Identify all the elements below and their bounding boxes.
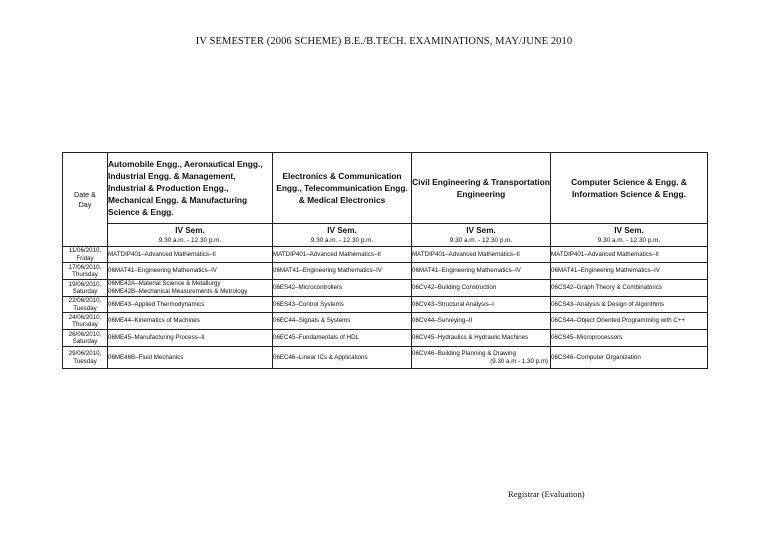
paper-name: 06ES42–Microcontrollers <box>273 284 343 291</box>
exam-row <box>63 313 708 330</box>
paper-name: 06MAT41–Engineering Mathematics–IV <box>412 267 521 274</box>
date-header-line: Date & <box>74 189 96 199</box>
paper-cell <box>412 313 551 330</box>
exam-date-cell <box>63 297 108 313</box>
paper-cell <box>273 347 412 369</box>
exam-row <box>63 280 708 297</box>
paper-cell <box>108 297 273 313</box>
department-header: Computer Science & Engg. & Information Science & Engg. <box>551 153 708 224</box>
exam-time: 9.30 a.m. - 12.30 p.m. <box>310 236 374 244</box>
semester-cell <box>273 224 412 247</box>
semester-label: IV Sem. <box>327 225 357 235</box>
exam-time: 9.30 a.m. - 12.30 p.m. <box>449 236 513 244</box>
paper-cell <box>108 263 273 280</box>
exam-day: Friday <box>76 254 94 262</box>
paper-name: MATDIP401–Advanced Mathematics–II <box>412 250 520 258</box>
document-title: IV SEMESTER (2006 SCHEME) B.E./B.TECH. EXAMINATIONS, MAY/JUNE 2010 <box>195 36 573 47</box>
paper-name: 06CV43–Structural Analysis–I <box>412 300 494 308</box>
paper-name: 06ME43–Applied Thermodynamics <box>108 300 205 308</box>
exam-day: Tuesday <box>73 357 97 365</box>
paper-cell <box>412 263 551 280</box>
paper-name: MATDIP401–Advanced Mathematics–II <box>551 250 659 258</box>
paper-cell <box>273 247 412 263</box>
paper-name: MATDIP401–Advanced Mathematics–II <box>273 250 381 258</box>
paper-cell <box>108 313 273 330</box>
paper-name: 06MAT41–Engineering Mathematics–IV <box>108 267 217 274</box>
exam-day: Thursday <box>72 271 98 278</box>
paper-cell <box>551 280 708 297</box>
date-day-header <box>63 153 108 247</box>
exam-row <box>63 247 708 263</box>
exam-day: Saturday <box>72 288 98 295</box>
exam-day: Tuesday <box>73 304 97 312</box>
paper-cell <box>412 247 551 263</box>
paper-name: 06ES43–Control Systems <box>273 300 344 308</box>
paper-name: 06ME46B–Fluid Mechanics <box>108 353 184 361</box>
timetable-body <box>63 247 708 369</box>
semester-row <box>63 224 708 247</box>
paper-name: 06MAT41–Engineering Mathematics–IV <box>273 267 382 274</box>
semester-label: IV Sem. <box>175 225 205 235</box>
exam-date: 22/06/2010, <box>68 297 102 304</box>
semester-label: IV Sem. <box>466 225 496 235</box>
exam-timetable <box>62 152 708 369</box>
semester-cell <box>108 224 273 247</box>
paper-cell <box>412 330 551 347</box>
paper-cell <box>551 297 708 313</box>
paper-cell <box>551 247 708 263</box>
exam-date-cell <box>63 330 108 347</box>
exam-date: 17/06/2010, <box>68 263 102 271</box>
exam-time: 9.30 a.m. - 12.30 p.m. <box>597 236 661 244</box>
paper-name: 06ME45–Manufacturing Process–II <box>108 334 205 341</box>
department-header-row <box>63 153 708 224</box>
paper-cell <box>412 347 551 369</box>
paper-name: 06CS45–Microprocessors <box>551 334 623 341</box>
exam-row <box>63 297 708 313</box>
semester-cell <box>551 224 708 247</box>
paper-name: 06CV45–Hydraulics & Hydraulic Machines <box>412 334 529 341</box>
department-header: Electronics & Communication Engg., Telecommunication Engg. & Medical Electronics <box>273 153 412 224</box>
paper-cell <box>273 330 412 347</box>
exam-date: 29/06/2010, <box>68 350 102 357</box>
paper-cell <box>273 280 412 297</box>
paper-name: 06ME42A–Material Science & Metallurgy <box>108 280 221 287</box>
exam-date-cell <box>63 347 108 369</box>
paper-cell <box>273 313 412 330</box>
paper-name: 06EC45–Fundamentals of HDL <box>273 334 359 341</box>
exam-date: 26/06/2010, <box>68 330 102 338</box>
exam-day: Thursday <box>72 321 98 328</box>
exam-date-cell <box>63 280 108 297</box>
exam-row <box>63 330 708 347</box>
exam-date: 24/06/2010, <box>68 313 102 321</box>
paper-cell <box>273 263 412 280</box>
paper-cell <box>551 347 708 369</box>
exam-day: Saturday <box>72 338 98 345</box>
paper-cell <box>551 263 708 280</box>
department-header: Automobile Engg., Aeronautical Engg., Industrial Engg. & Management, Industrial & Production Engg., Mechanical Engg. & Manufacturing Science & Engg. <box>108 153 273 224</box>
department-header: Civil Engineering & Transportation Engineering <box>412 153 551 224</box>
exam-row <box>63 263 708 280</box>
registrar-signature-label: Registrar (Evaluation) <box>508 489 585 499</box>
paper-name: 06MAT41–Engineering Mathematics–IV <box>551 267 660 274</box>
paper-note: 06ME42B–Mechanical Measurements & Metrology <box>108 288 248 295</box>
paper-name: 06CV46–Building Planning & Drawing <box>412 349 516 357</box>
exam-date: 19/06/2010, <box>68 280 102 288</box>
paper-name: 06CV44–Surveying–II <box>412 317 473 324</box>
paper-name: 06CV42–Building Construction <box>412 284 497 291</box>
paper-cell <box>551 313 708 330</box>
semester-cell <box>412 224 551 247</box>
paper-cell <box>108 280 273 297</box>
exam-date-cell <box>63 247 108 263</box>
paper-name: 06EC44–Signals & Systems <box>273 317 351 324</box>
semester-label: IV Sem. <box>614 225 644 235</box>
paper-cell <box>108 347 273 369</box>
exam-date-cell <box>63 313 108 330</box>
paper-name: 06CS43–Analysis & Design of Algorithms <box>551 300 665 308</box>
paper-cell <box>108 247 273 263</box>
paper-name: 06CS46–Computer Organization <box>551 353 641 361</box>
paper-name: 06CS44–Object Oriented Programming with C++ <box>551 317 686 324</box>
paper-name: 06EC46–Linear ICs & Applications <box>273 353 368 361</box>
paper-cell <box>108 330 273 347</box>
paper-name: 06CS42–Graph Theory & Combinatorics <box>551 284 662 291</box>
paper-cell <box>412 297 551 313</box>
paper-name: MATDIP401–Advanced Mathematics–II <box>108 250 216 258</box>
exam-row <box>63 347 708 369</box>
paper-cell <box>273 297 412 313</box>
paper-name: 06ME44–Kinematics of Machines <box>108 317 200 324</box>
exam-date-cell <box>63 263 108 280</box>
exam-time: 9.30 a.m. - 12.30 p.m. <box>158 236 222 244</box>
exam-date: 11/06/2010, <box>68 247 102 254</box>
paper-cell <box>412 280 551 297</box>
day-header-line: Day <box>78 199 92 209</box>
paper-note: (9.30 a.m - 1.30 p.m) <box>490 357 548 365</box>
paper-cell <box>551 330 708 347</box>
